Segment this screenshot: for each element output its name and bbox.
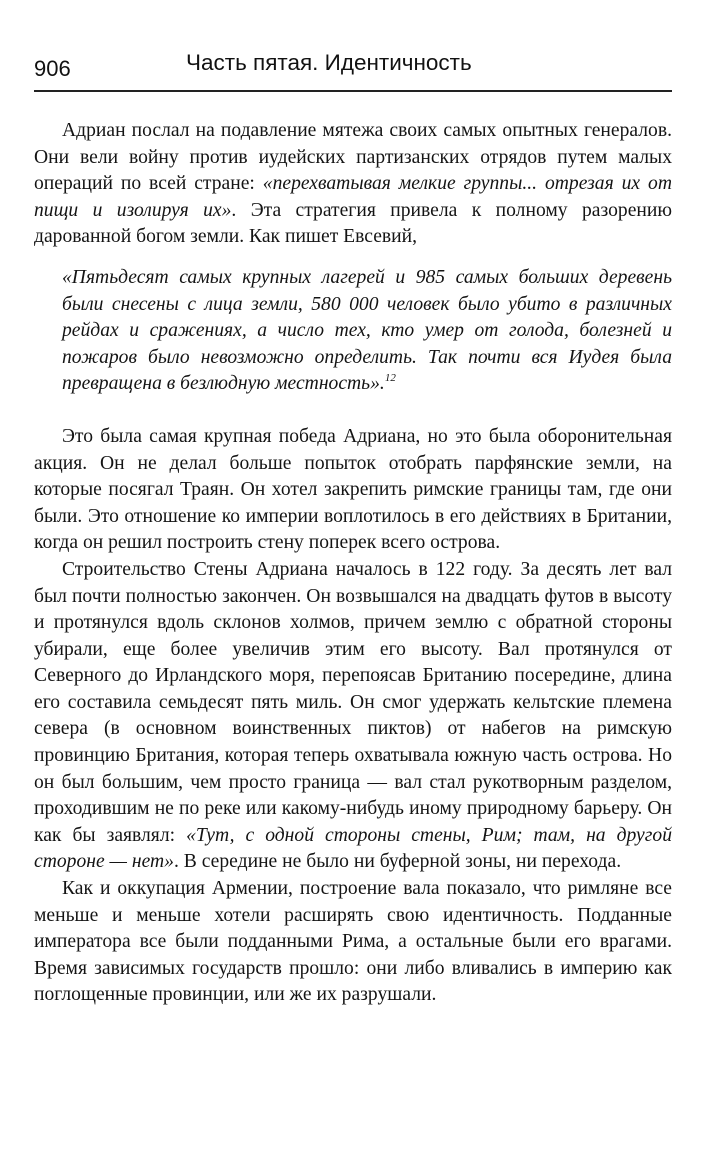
paragraph-1-text-a: Адриан послал на подавление мятежа своих самых опытных генералов. Они вели войну против иудейских партизанских отрядов путем малых операций по всей стране:	[34, 120, 672, 195]
page-number: 906	[34, 56, 71, 81]
block-gap	[34, 412, 672, 424]
block-quote-text: «Пятьдесят самых крупных лагерей и 985 самых больших деревень были снесены с лица земли, 580 000 человек было убито в различных рейдах и сражениях, а число тех, кто умер от голода, болезней и пожаров было невозможно определить. Так почти вся Иудея была превращена в безлюдную местность».	[62, 266, 672, 395]
paragraph-1-emphasis: «перехватывая мелкие группы... отрезая их от пищи и изолируя их»	[34, 173, 672, 221]
paragraph-3-emphasis: «Тут, с одной стороны стены, Рим; там, на другой стороне — нет»	[34, 824, 672, 873]
block-quote	[62, 265, 672, 398]
running-title: Часть пятая. Идентичность	[186, 50, 472, 75]
running-head	[34, 48, 672, 92]
body-text	[34, 118, 672, 1009]
paragraph-4: Как и оккупация Армении, построение вала показало, что римляне все меньше и меньше хотели расширять свою идентичность. Подданные императора все были подданными Рима, а остальные были его врагами. Время зависимых государств прошло: они либо вливались в империю как поглощенные провинции, или же их разрушали.	[34, 878, 672, 1006]
footnote-marker: 12	[384, 372, 396, 385]
paragraph-3-text-b: . В середине не было ни буферной зоны, ни перехода.	[173, 851, 622, 873]
paragraph-1	[34, 118, 672, 251]
paragraph-1-text-b: . Эта стратегия привела к полному разорению дарованной богом земли. Как пишет Евсевий,	[34, 199, 672, 248]
paragraph-3-text-a: Строительство Стены Адриана началось в 122 году. За десять лет вал был почти полностью закончен. Он возвышался на двадцать футов в высоту и протянулся вдоль склонов холмов, причем землю с обратной стороны убирали, еще более увеличив этим его высоту. Вал протянулся от Северного до Ирландского моря, перепоясав Британию посередине, длина его составила семьдесят пять миль. Он смог удержать кельтские племена севера (в основном воинственных пиктов) от набегов на римскую провинцию Британия, которая теперь охватывала южную часть острова. Но он был большим, чем просто граница — вал стал рукотворным разделом, проходившим не по реке или какому-нибудь иному природному барьеру. Он как бы заявлял:	[34, 558, 672, 846]
paragraph-3	[34, 557, 672, 876]
paragraph-2: Это была самая крупная победа Адриана, но это была оборонительная акция. Он не делал больше попыток отобрать парфянские земли, на которые посягал Траян. Он хотел закрепить римские границы там, где они были. Это отношение ко империи воплотилось в его действиях в Британии, когда он решил построить стену поперек всего острова.	[34, 425, 672, 554]
